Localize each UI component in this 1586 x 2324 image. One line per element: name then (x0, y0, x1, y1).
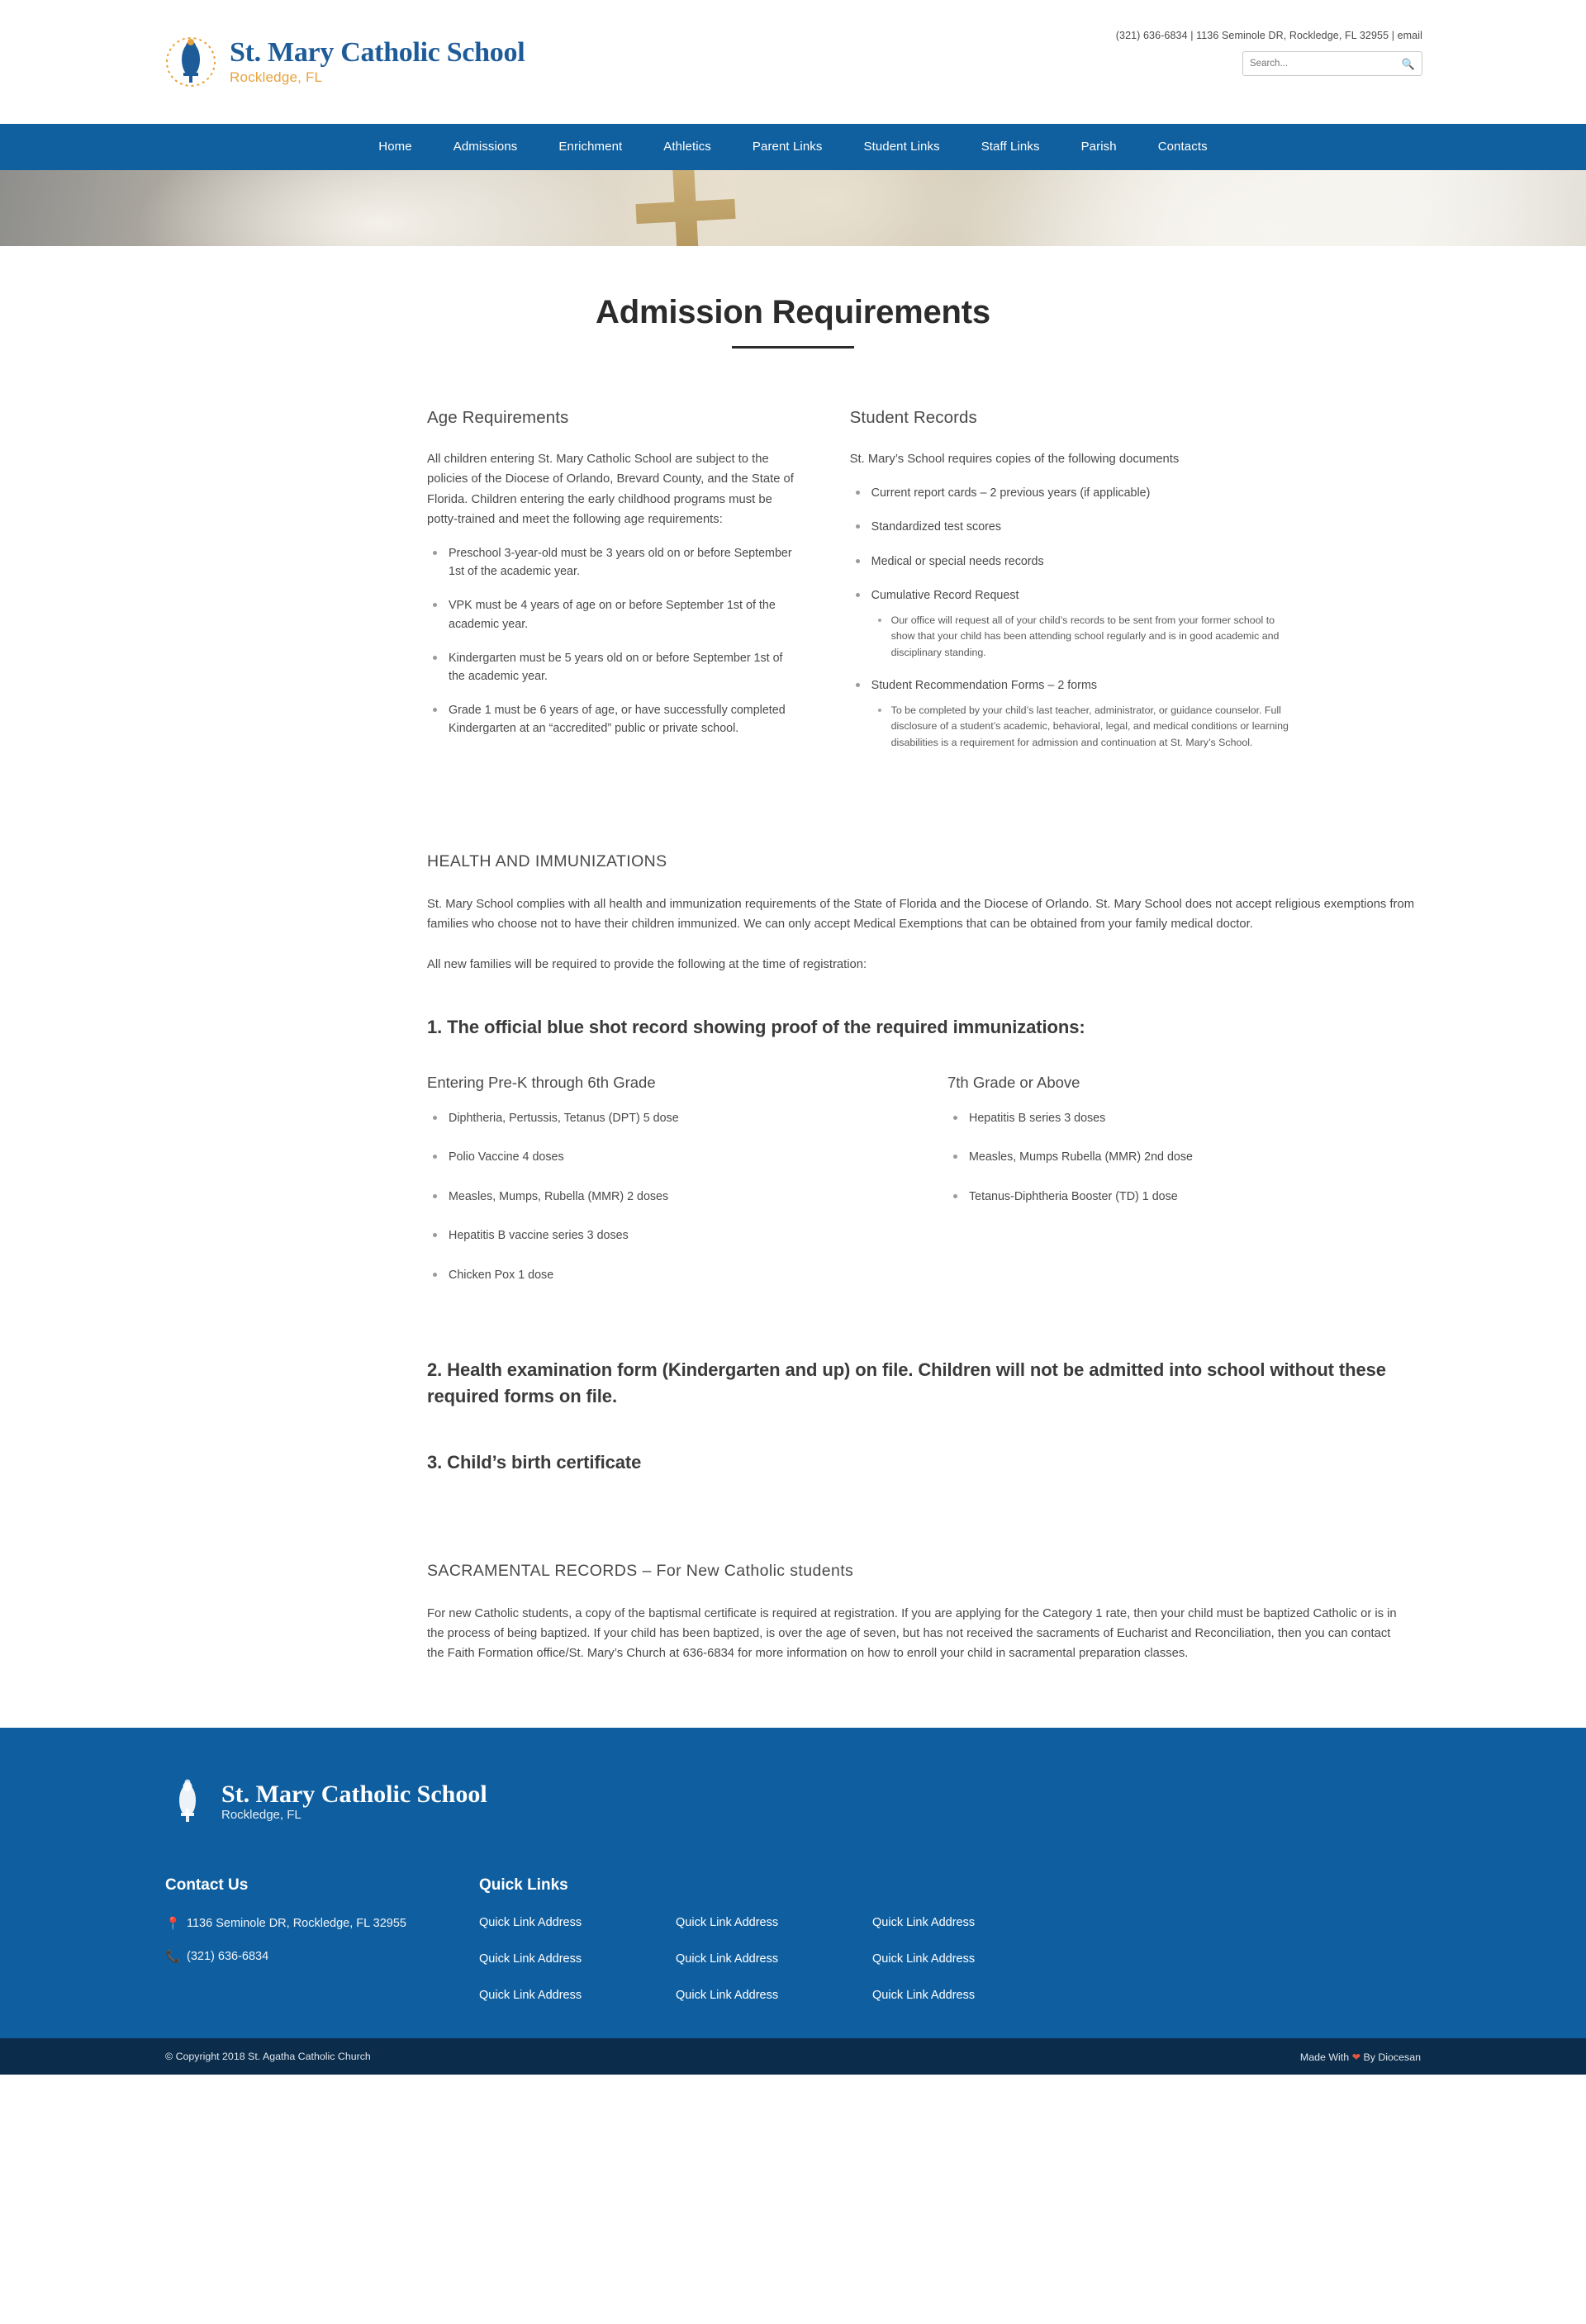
list-item-label: Cumulative Record Request (871, 588, 1019, 602)
health-item-3: 3. Child’s birth certificate (427, 1451, 642, 1473)
made-with-pre: Made With (1299, 2051, 1350, 2063)
footer-quick-links-heading: Quick Links (479, 1876, 568, 1895)
search-input[interactable] (1250, 59, 1402, 69)
list-item-label: Student Recommendation Forms – 2 forms (871, 678, 1098, 692)
footer-address-line[interactable] (165, 1916, 479, 1931)
nav-item-athletics[interactable]: Athletics (663, 140, 711, 154)
title-divider (732, 346, 854, 349)
student-records-column (850, 408, 1289, 766)
sub-list-item: Our office will request all of your child’s records to be sent from your former school to show that your child has been attending school regularly and is in good academic and disciplinary standing. (871, 613, 1289, 661)
hero-banner (0, 170, 1586, 246)
age-requirements-list (427, 544, 800, 738)
list-item: Chicken Pox 1 dose (427, 1267, 947, 1284)
phone-icon: 📞 (165, 1950, 181, 1965)
nav-item-parish[interactable]: Parish (1080, 140, 1117, 154)
age-requirements-column (427, 408, 850, 766)
location-pin-icon: 📍 (165, 1917, 181, 1932)
page-title: Admission Requirements (596, 294, 990, 330)
list-item-label: Current report cards – 2 previous years (if applicable) (871, 486, 1151, 500)
heart-icon: ❤ (1351, 2051, 1360, 2063)
quick-link[interactable]: Quick Link Address (479, 1989, 582, 2003)
list-item: Kindergarten must be 5 years old on or before September 1st of the academic year. (427, 649, 800, 685)
nav-item-admissions[interactable]: Admissions (453, 140, 518, 154)
list-item: Grade 1 must be 6 years of age, or have successfully completed Kindergarten at an “accredited” public or private school. (427, 701, 800, 738)
site-footer (0, 1728, 1586, 2038)
student-records-intro: St. Mary’s School requires copies of the following documents (849, 453, 1180, 466)
cross-icon (625, 170, 746, 246)
health-section (427, 852, 1418, 1476)
age-requirements-heading: Age Requirements (427, 408, 569, 427)
footer-contact-heading: Contact Us (165, 1876, 249, 1895)
nav-item-contacts[interactable]: Contacts (1157, 140, 1208, 154)
list-item: VPK must be 4 years of age on or before September 1st of the academic year. (427, 596, 800, 633)
nav-item-parent-links[interactable]: Parent Links (752, 140, 823, 154)
seventh-list (947, 1110, 1410, 1206)
footer-quick-links-block (479, 1876, 1437, 2002)
copyright-text: © Copyright 2018 St. Agatha Catholic Church (165, 2051, 371, 2063)
sacramental-section (427, 1562, 1418, 1664)
quick-link[interactable]: Quick Link Address (872, 1952, 976, 1966)
list-item (850, 586, 1289, 661)
quick-link[interactable]: Quick Link Address (872, 1989, 976, 2003)
footer-school-name: St. Mary Catholic School (221, 1780, 487, 1808)
footer-school-location: Rockledge, FL (221, 1808, 302, 1823)
footer-phone-line[interactable] (165, 1949, 479, 1964)
sacramental-heading: SACRAMENTAL RECORDS – For New Catholic students (427, 1561, 854, 1580)
nav-item-staff-links[interactable]: Staff Links (981, 140, 1040, 154)
two-column-section (427, 408, 1289, 766)
nav-item-enrichment[interactable]: Enrichment (558, 140, 623, 154)
nav-item-student-links[interactable]: Student Links (863, 140, 940, 154)
list-item: Diphtheria, Pertussis, Tetanus (DPT) 5 dose (427, 1110, 947, 1127)
school-location: Rockledge, FL (230, 69, 323, 85)
health-item-1: 1. The official blue shot record showing proof of the required immunizations: (427, 1016, 1085, 1037)
footer-contact-block (165, 1876, 479, 2002)
seventh-grade-column (947, 1074, 1410, 1306)
list-item (850, 553, 1289, 571)
hero-background-image (0, 170, 1586, 246)
health-heading: HEALTH AND IMMUNIZATIONS (427, 852, 667, 871)
footer-address: 1136 Seminole DR, Rockledge, FL 32955 (187, 1917, 406, 1931)
quick-link[interactable]: Quick Link Address (676, 1916, 779, 1930)
prek-list (427, 1110, 947, 1284)
sub-list (871, 613, 1289, 661)
made-with-credit[interactable] (1300, 2051, 1421, 2063)
quick-link[interactable]: Quick Link Address (676, 1952, 779, 1966)
list-item-label: Medical or special needs records (871, 554, 1044, 568)
main-content (0, 246, 1586, 1728)
seventh-heading: 7th Grade or Above (947, 1073, 1080, 1091)
list-item: Measles, Mumps, Rubella (MMR) 2 doses (427, 1188, 947, 1206)
list-item: Hepatitis B vaccine series 3 doses (427, 1227, 947, 1245)
list-item-label: Standardized test scores (871, 520, 1002, 534)
list-item: Preschool 3-year-old must be 3 years old on or before September 1st of the academic year. (427, 544, 800, 581)
footer-phone: (321) 636-6834 (187, 1950, 269, 1964)
school-name: St. Mary Catholic School (230, 37, 525, 69)
immunization-columns (427, 1074, 1418, 1306)
health-item-2: 2. Health examination form (Kindergarten and up) on file. Children will not be admitted into school without these required forms on file. (427, 1359, 1386, 1406)
quick-link[interactable]: Quick Link Address (872, 1916, 976, 1930)
list-item: Measles, Mumps Rubella (MMR) 2nd dose (947, 1149, 1410, 1166)
quick-link[interactable]: Quick Link Address (676, 1989, 779, 2003)
list-item (850, 518, 1289, 536)
search-box[interactable] (1242, 51, 1422, 76)
site-logo[interactable] (165, 31, 525, 92)
quick-link[interactable]: Quick Link Address (479, 1952, 582, 1966)
nav-item-home[interactable]: Home (378, 140, 412, 154)
student-records-list (850, 484, 1289, 751)
list-item: Tetanus-Diphtheria Booster (TD) 1 dose (947, 1188, 1410, 1206)
site-header (0, 0, 1586, 124)
prek-heading: Entering Pre-K through 6th Grade (427, 1073, 656, 1091)
page-title-wrap (0, 246, 1586, 349)
made-with-post: By Diocesan (1363, 2051, 1421, 2063)
list-item: Hepatitis B series 3 doses (947, 1110, 1410, 1127)
school-crest-icon (165, 31, 216, 92)
age-requirements-intro: All children entering St. Mary Catholic School are subject to the policies of the Diocese of Orlando, Brevard County, and the State of Florida. Children entering the early childhood programs must be potty-trained and meet the following age requirements: (427, 453, 794, 526)
list-item (850, 484, 1289, 502)
list-item: Polio Vaccine 4 doses (427, 1149, 947, 1166)
sub-list-item: To be completed by your child’s last teacher, administrator, or guidance counselor. Full disclosure of a student’s academic, behavioral, legal, and medical conditions or learning disabilities is a requirement for admission and continuation at St. Mary’s School. (871, 703, 1289, 751)
search-icon[interactable]: 🔍 (1401, 57, 1415, 70)
copyright-bar (0, 2038, 1586, 2075)
prek-column (427, 1074, 947, 1306)
list-item (850, 676, 1289, 751)
student-records-heading: Student Records (849, 408, 977, 427)
quick-link[interactable]: Quick Link Address (479, 1916, 582, 1930)
health-paragraph-2: All new families will be required to provide the following at the time of registration: (427, 957, 867, 971)
main-navigation (0, 124, 1586, 170)
header-contact-line[interactable]: (321) 636-6834 | 1136 Seminole DR, Rockledge, FL 32955 | email (1115, 30, 1422, 41)
sub-list (871, 703, 1289, 751)
sacramental-paragraph: For new Catholic students, a copy of the baptismal certificate is required at registration. If you are applying for the Category 1 rate, then your child must be baptized Catholic or is in the process of being baptized. If your child has been baptized, is over the age of seven, but has not received the sacraments of Eucharist and Reconciliation, then you can contact the Faith Formation office/St. Mary’s Church at 636-6834 for more information on how to enroll your child in sacramental preparation classes. (427, 1606, 1397, 1661)
school-crest-icon-footer (165, 1774, 210, 1828)
footer-quick-links-grid (479, 1916, 1437, 2002)
footer-logo[interactable] (165, 1774, 1437, 1828)
health-paragraph-1: St. Mary School complies with all health and immunization requirements of the State of Florida and the Diocese of Orlando. St. Mary School does not accept religious exemptions from families who choose not to have their children immunized. We can only accept Medical Exemptions that can be obtained from your family medical doctor. (427, 898, 1415, 932)
